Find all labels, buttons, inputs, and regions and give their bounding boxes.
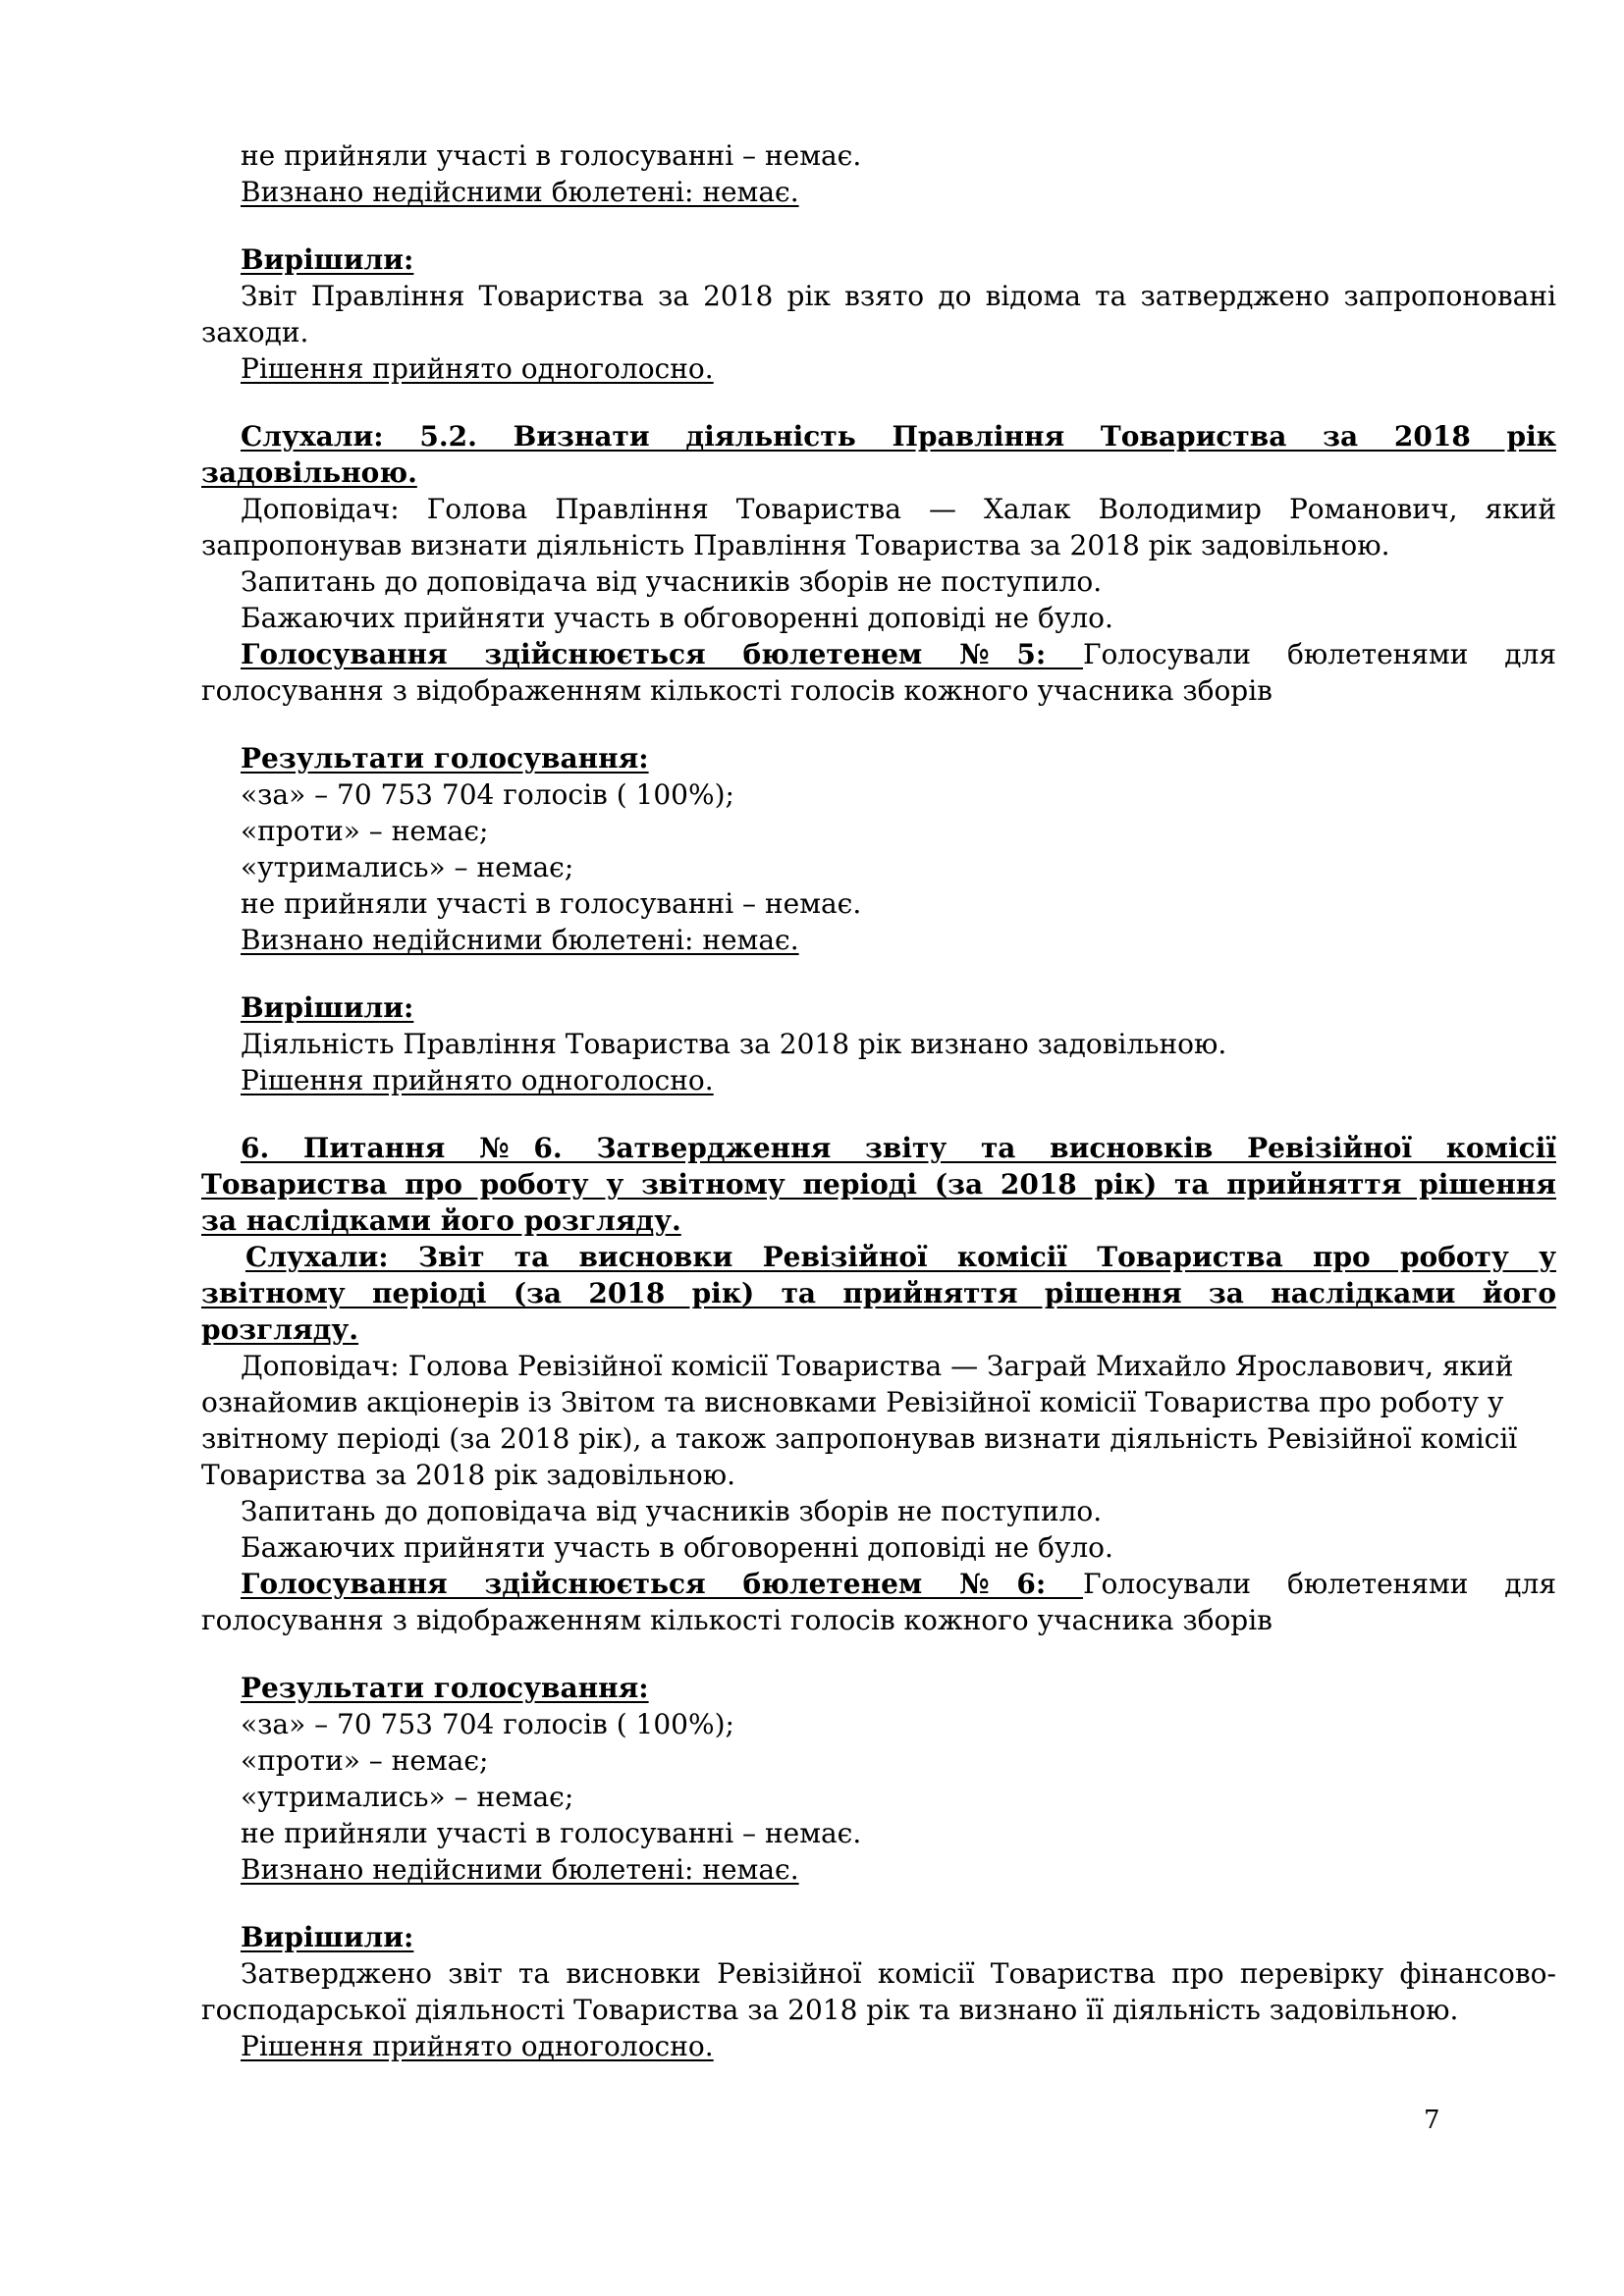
agenda-item-title-continued: Товариства про роботу у звітному періоді (за 2018 рік) та прийняття рішення — [201, 1168, 1556, 1201]
heard-heading-continued: задовільною. — [201, 456, 417, 489]
document-page — [201, 137, 1556, 2064]
speaker-text-end: Товариства за 2018 рік задовільною. — [201, 1459, 736, 1491]
decision-heading: Вирішили: — [241, 243, 414, 276]
decision-text: Звіт Правління Товариства за 2018 рік взято до відома та затверджено запропоновані — [241, 280, 1556, 312]
speaker-text-continued: запропонував визнати діяльність Правління Товариства за 2018 рік задовільною. — [201, 529, 1390, 561]
invalid-ballots-text: Визнано недійсними бюлетені: немає. — [241, 924, 799, 956]
no-questions-text: Запитань до доповідача від учасників зборів не поступило. — [241, 1495, 1103, 1527]
votes-for: «за» – 70 753 704 голосів ( 100%); — [241, 778, 734, 811]
voting-method-rest: Голосували бюлетенями для — [1082, 638, 1556, 670]
unanimous-text: Рішення прийнято одноголосно. — [241, 2030, 714, 2062]
voting-method-bold: Голосування здійснюється бюлетенем №5: — [241, 638, 1083, 670]
not-participated-text: не прийняли участі в голосуванні – немає. — [241, 887, 862, 920]
heard-heading-continued: звітному періоді (за 2018 рік) та прийняття рішення за наслідками його — [201, 1277, 1556, 1309]
invalid-ballots-text: Визнано недійсними бюлетені: немає. — [241, 1853, 799, 1886]
speaker-text-continued: звітному періоді (за 2018 рік), а також запропонував визнати діяльність Ревізійної комісії — [201, 1422, 1518, 1455]
votes-abstained: «утримались» – немає; — [241, 1781, 574, 1813]
voting-method-continued: голосування з відображенням кількості голосів кожного учасника зборів — [201, 674, 1272, 707]
results-heading: Результати голосування: — [241, 1672, 649, 1704]
results-heading: Результати голосування: — [241, 742, 649, 774]
speaker-text: Доповідач: Голова Ревізійної комісії Товариства — Заграй Михайло Ярославович, який — [241, 1350, 1514, 1382]
invalid-ballots-text: Визнано недійсними бюлетені: немає. — [241, 176, 799, 208]
speaker-text: Доповідач: Голова Правління Товариства — Халак Володимир Романович, який — [241, 493, 1556, 525]
votes-against: «проти» – немає; — [241, 1744, 489, 1777]
votes-for: «за» – 70 753 704 голосів ( 100%); — [241, 1708, 734, 1740]
not-participated-text: не прийняли участі в голосуванні – немає. — [241, 139, 862, 172]
votes-abstained: «утримались» – немає; — [241, 851, 574, 883]
decision-text-continued: заходи. — [201, 316, 309, 348]
voting-method-continued: голосування з відображенням кількості голосів кожного учасника зборів — [201, 1604, 1272, 1636]
unanimous-text: Рішення прийнято одноголосно. — [241, 352, 714, 385]
page-number: 7 — [1424, 2106, 1440, 2135]
heard-heading-end: розгляду. — [201, 1313, 359, 1346]
votes-against: «проти» – немає; — [241, 815, 489, 847]
agenda-item-title: 6. Питання №6. Затвердження звіту та висновків Ревізійної комісії — [241, 1132, 1556, 1164]
no-discussion-text: Бажаючих прийняти участь в обговоренні доповіді не було. — [241, 602, 1113, 634]
unanimous-text: Рішення прийнято одноголосно. — [241, 1064, 714, 1096]
decision-heading: Вирішили: — [241, 991, 414, 1024]
voting-method-text — [201, 1566, 1556, 1602]
heard-heading: Слухали: Звіт та висновки Ревізійної комісії Товариства про роботу у — [245, 1241, 1556, 1273]
voting-method-text — [201, 636, 1556, 672]
voting-method-rest: Голосували бюлетенями для — [1082, 1568, 1556, 1600]
not-participated-text: не прийняли участі в голосуванні – немає. — [241, 1817, 862, 1849]
speaker-text-continued: ознайомив акціонерів із Звітом та висновками Ревізійної комісії Товариства про роботу у — [201, 1386, 1504, 1418]
decision-heading: Вирішили: — [241, 1921, 414, 1953]
decision-text: Затверджено звіт та висновки Ревізійної комісії Товариства про перевірку фінансово- — [241, 1957, 1556, 1990]
no-questions-text: Запитань до доповідача від учасників зборів не поступило. — [241, 565, 1103, 598]
agenda-item-title-end: за наслідками його розгляду. — [201, 1204, 681, 1237]
voting-method-bold: Голосування здійснюється бюлетенем №6: — [241, 1568, 1083, 1600]
heard-heading: Слухали: 5.2. Визнати діяльність Правління Товариства за 2018 рік — [241, 420, 1556, 453]
decision-text: Діяльність Правління Товариства за 2018 рік визнано задовільною. — [241, 1028, 1227, 1060]
no-discussion-text: Бажаючих прийняти участь в обговоренні доповіді не було. — [241, 1531, 1113, 1564]
decision-text-continued: господарської діяльності Товариства за 2018 рік та визнано її діяльність задовільною. — [201, 1994, 1459, 2026]
